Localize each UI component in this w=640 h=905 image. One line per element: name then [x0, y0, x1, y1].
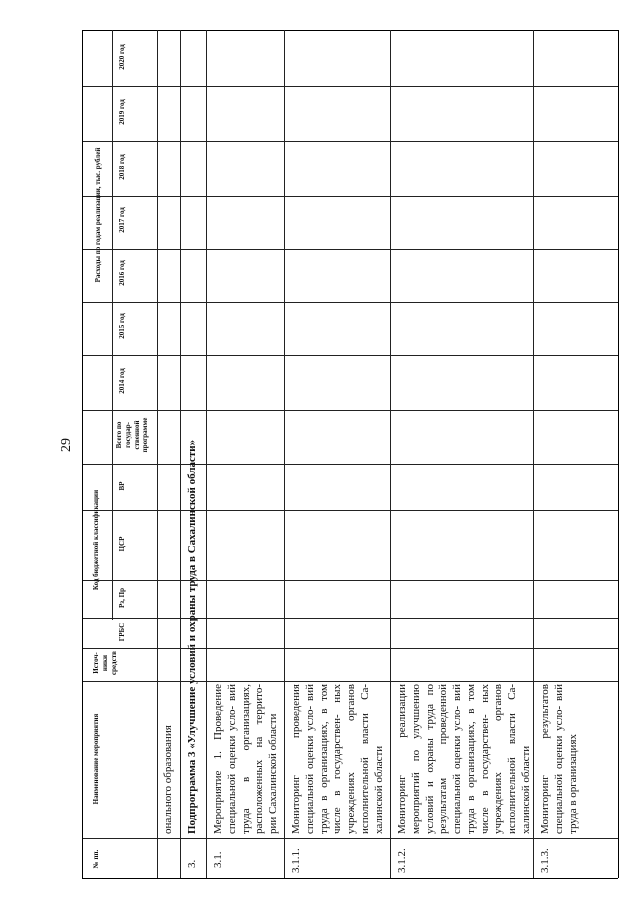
col-line: [82, 681, 618, 682]
table-border-left: [82, 878, 618, 879]
col-line: [82, 355, 618, 356]
row-3-1-text: Мероприятие 1. Проведение специальной оценки усло- вий труда в организациях, расположенных на террито- рии Сахалинской области: [212, 684, 279, 834]
col-line: [82, 249, 618, 250]
row-continuation-text: онального образования: [162, 725, 174, 834]
col-line: [82, 648, 618, 649]
row-3-1-3-text: Мониторинг результатов специальной оценки усло- вий труда в организациях: [539, 684, 579, 834]
col-line: [82, 86, 618, 87]
header-source: Источ- ники средств: [92, 651, 118, 675]
header-name: Наименование мероприятия: [92, 713, 100, 805]
header-total: Всего по государ- ственной программе: [115, 417, 150, 453]
section-title: Подпрограмма 3 «Улучшение условий и охраны труда в Сахалинской области»: [186, 439, 198, 834]
page-number: 29: [59, 438, 74, 452]
row-line: [206, 30, 207, 878]
header-num: № пп.: [92, 849, 100, 869]
row-3-1-2-num: 3.1.2.: [396, 848, 408, 873]
col-line: [82, 141, 618, 142]
col-line: [82, 302, 618, 303]
table-border-bottom: [618, 30, 619, 878]
col-line: [82, 618, 618, 619]
header-year-2017: 2017 год: [118, 207, 126, 233]
header-year-2014: 2014 год: [118, 368, 126, 394]
col-line: [82, 580, 618, 581]
header-sub-line: [112, 30, 113, 620]
header-year-2020: 2020 год: [118, 44, 126, 70]
table-border-right: [82, 30, 618, 31]
header-grbs: ГРБС: [118, 622, 126, 642]
row-3-1-num: 3.1.: [212, 851, 224, 868]
header-year-2015: 2015 год: [118, 313, 126, 339]
row-line: [284, 30, 285, 878]
row-line: [157, 30, 158, 878]
header-vr: ВР: [118, 481, 126, 491]
col-line: [82, 510, 618, 511]
col-line: [82, 464, 618, 465]
row-line: [390, 30, 391, 878]
col-line: [82, 838, 618, 839]
section-num: 3.: [186, 859, 198, 868]
row-3-1-3-num: 3.1.3.: [539, 848, 551, 873]
row-3-1-1-num: 3.1.1.: [290, 848, 302, 873]
header-expenses: Расходы по годам реализации, тыс. рублей: [94, 147, 102, 283]
header-csr: ЦСР: [118, 536, 126, 552]
header-rzpr: Рз, Пр: [118, 588, 126, 608]
row-line: [180, 30, 181, 878]
header-year-2018: 2018 год: [118, 154, 126, 180]
col-line: [82, 410, 618, 411]
row-3-1-1-text: Мониторинг проведения специальной оценки усло- вий труда в организациях, в том числе в государствен- ных учреждениях органов исполнительной власти Са- халинской области: [290, 684, 385, 834]
row-3-1-2-text: Мониторинг реализации мероприятий по улучшению условий и охраны труда по результатам проведенной специальной оценки усло- вий труда в организациях, в том числе в государствен- ных учреждениях органов исполнительной власти Са- халинской области: [396, 684, 532, 834]
col-line: [82, 196, 618, 197]
header-budget-code: Код бюджетной классификации: [92, 489, 100, 591]
header-year-2019: 2019 год: [118, 99, 126, 125]
header-year-2016: 2016 год: [118, 260, 126, 286]
table-border-top: [82, 30, 83, 878]
